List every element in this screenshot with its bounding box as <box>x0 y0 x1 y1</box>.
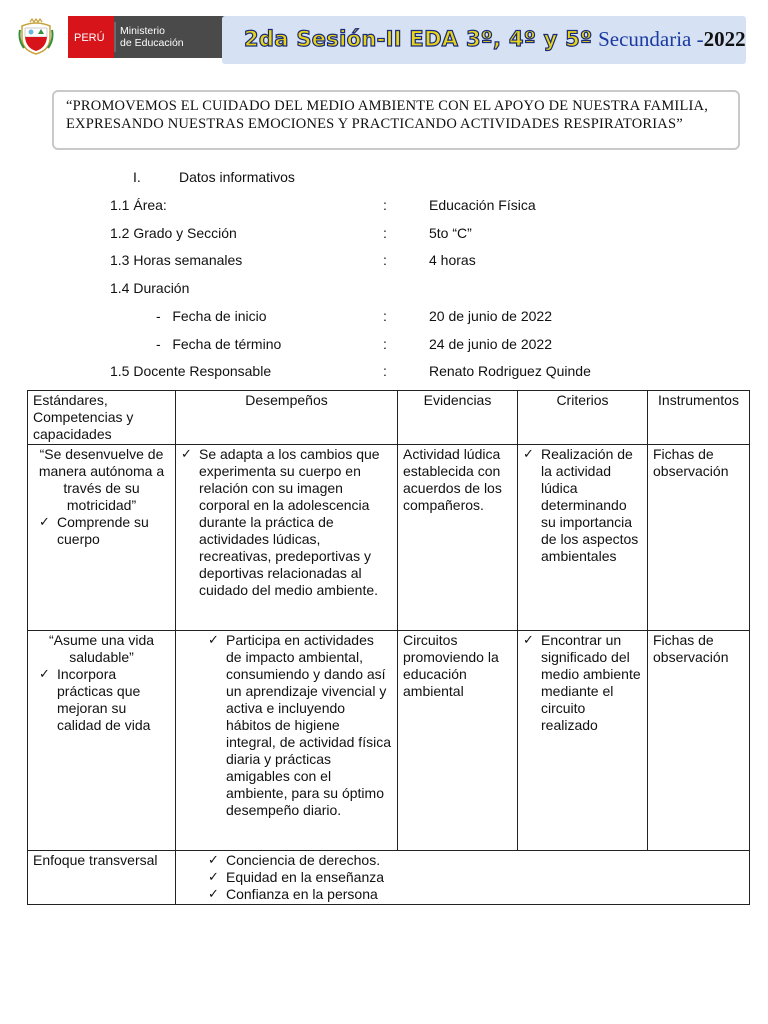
criterio-text: Realización de la actividad lúdica determinando su importancia de los aspectos ambientales <box>541 446 639 564</box>
checkmark-icon: ✓ <box>208 853 219 868</box>
docente-colon: : <box>383 363 387 379</box>
standard-cell <box>28 445 176 631</box>
area-label: 1.1 Área: <box>110 197 167 213</box>
criterio-text: Encontrar un significado del medio ambiente mediante el circuito realizado <box>541 632 641 733</box>
competence-text: Incorpora prácticas que mejoran su calidad de vida <box>57 666 151 733</box>
header-evidencias: Evidencias <box>398 391 518 445</box>
grado-colon: : <box>383 225 387 241</box>
evidencia-cell: Actividad lúdica establecida con acuerdos de los compañeros. <box>398 445 518 631</box>
header-criterios: Criterios <box>518 391 648 445</box>
list-item <box>208 869 744 886</box>
standard-text: “Se desenvuelve de manera autónoma a través de su motricidad” <box>38 446 165 513</box>
list-item <box>208 886 744 903</box>
header-instrumentos: Instrumentos <box>648 391 750 445</box>
criterio-item <box>523 632 642 734</box>
ministry-wordmark <box>114 16 232 58</box>
desempeno-cell <box>176 631 398 851</box>
table-header-row <box>28 391 750 445</box>
table-row <box>28 445 750 631</box>
desempeno-item <box>181 632 392 819</box>
termino-label: - Fecha de término <box>156 336 282 352</box>
standard-text: “Asume una vida saludable” <box>48 632 155 665</box>
desempeno-item <box>181 446 392 599</box>
criterio-item <box>523 446 642 565</box>
checkmark-icon: ✓ <box>181 447 192 462</box>
competence-item <box>33 666 170 734</box>
svg-text:Ministerio: Ministerio <box>120 25 165 37</box>
svg-text:PERÚ: PERÚ <box>74 32 105 44</box>
area-colon: : <box>383 197 387 213</box>
session-title-box <box>52 90 740 150</box>
session-banner <box>222 16 746 64</box>
minedu-logo <box>16 16 216 58</box>
instrumento-cell: Fichas de observación <box>648 445 750 631</box>
svg-text:de Educación: de Educación <box>120 37 184 49</box>
peru-coat-of-arms-icon <box>18 18 54 56</box>
datos-heading: Datos informativos <box>179 169 295 185</box>
criterio-cell <box>518 631 648 851</box>
evidencia-cell: Circuitos promoviendo la educación ambiental <box>398 631 518 851</box>
enfoque-list <box>181 852 744 903</box>
session-title <box>244 26 746 53</box>
header-desempenos: Desempeños <box>176 391 398 445</box>
checkmark-icon: ✓ <box>208 870 219 885</box>
enfoque-text: Conciencia de derechos. <box>226 852 381 868</box>
desempeno-text: Se adapta a los cambios que experimenta su cuerpo en relación con su imagen corporal en la adolescencia durante la práctica de actividades lúdicas, recreativas, predeportivas y deportivas relacionadas al cuidado del medio ambiente. <box>199 446 380 598</box>
checkmark-icon: ✓ <box>39 515 50 530</box>
docente-value: Renato Rodriguez Quinde <box>429 363 591 379</box>
criterio-cell <box>518 445 648 631</box>
checkmark-icon: ✓ <box>208 887 219 902</box>
inicio-value: 20 de junio de 2022 <box>429 308 552 324</box>
inicio-colon: : <box>383 308 387 324</box>
checkmark-icon: ✓ <box>523 447 534 462</box>
checkmark-icon: ✓ <box>39 667 50 682</box>
termino-colon: : <box>383 336 387 352</box>
header-estandares: Estándares, Competencias y capacidades <box>28 391 176 445</box>
peru-logo-block <box>68 16 114 58</box>
table-row <box>28 631 750 851</box>
grado-label: 1.2 Grado y Sección <box>110 225 237 241</box>
duracion-label: 1.4 Duración <box>110 280 190 296</box>
enfoque-row <box>28 851 750 905</box>
enfoque-cell <box>176 851 750 905</box>
session-dash: - <box>691 27 704 51</box>
session-cursive: 2da Sesión-II EDA 3º, 4º y 5º <box>244 27 593 51</box>
list-item <box>208 852 744 869</box>
competence-item <box>33 514 170 548</box>
desempeno-cell <box>176 445 398 631</box>
horas-value: 4 horas <box>429 252 476 268</box>
enfoque-text: Equidad en la enseñanza <box>226 869 385 885</box>
area-value: Educación Física <box>429 197 536 213</box>
competence-text: Comprende su cuerpo <box>57 514 149 547</box>
enfoque-label: Enfoque transversal <box>28 851 176 905</box>
horas-label: 1.3 Horas semanales <box>110 252 243 268</box>
session-theme-title: “PROMOVEMOS EL CUIDADO DEL MEDIO AMBIENTE CON EL APOYO DE NUESTRA FAMILIA, EXPRESANDO NUESTRAS EMOCIONES Y PRACTICANDO ACTIVIDADES RESPIRATORIAS” <box>66 98 709 132</box>
inicio-label: - Fecha de inicio <box>156 308 267 324</box>
horas-colon: : <box>383 252 387 268</box>
datos-numeral: I. <box>133 169 141 185</box>
enfoque-text: Confianza en la persona <box>226 886 378 902</box>
docente-label: 1.5 Docente Responsable <box>110 363 272 379</box>
standard-cell <box>28 631 176 851</box>
desempeno-text: Participa en actividades de impacto ambiental, consumiendo y dando así un aprendizaje vivencial y activa e incluyendo hábitos de higiene integral, de actividad física diaria y prácticas amigables con el ambiente, para su óptimo desempeño diario. <box>226 632 391 818</box>
session-level: Secundaria <box>598 27 692 51</box>
checkmark-icon: ✓ <box>208 633 219 648</box>
checkmark-icon: ✓ <box>523 633 534 648</box>
instrumento-cell: Fichas de observación <box>648 631 750 851</box>
grado-value: 5to “C” <box>429 225 472 241</box>
peru-wordmark <box>68 16 114 58</box>
competencies-table <box>27 390 750 905</box>
session-year: 2022 <box>703 27 746 51</box>
termino-value: 24 de junio de 2022 <box>429 336 552 352</box>
ministry-logo-block <box>114 16 232 58</box>
